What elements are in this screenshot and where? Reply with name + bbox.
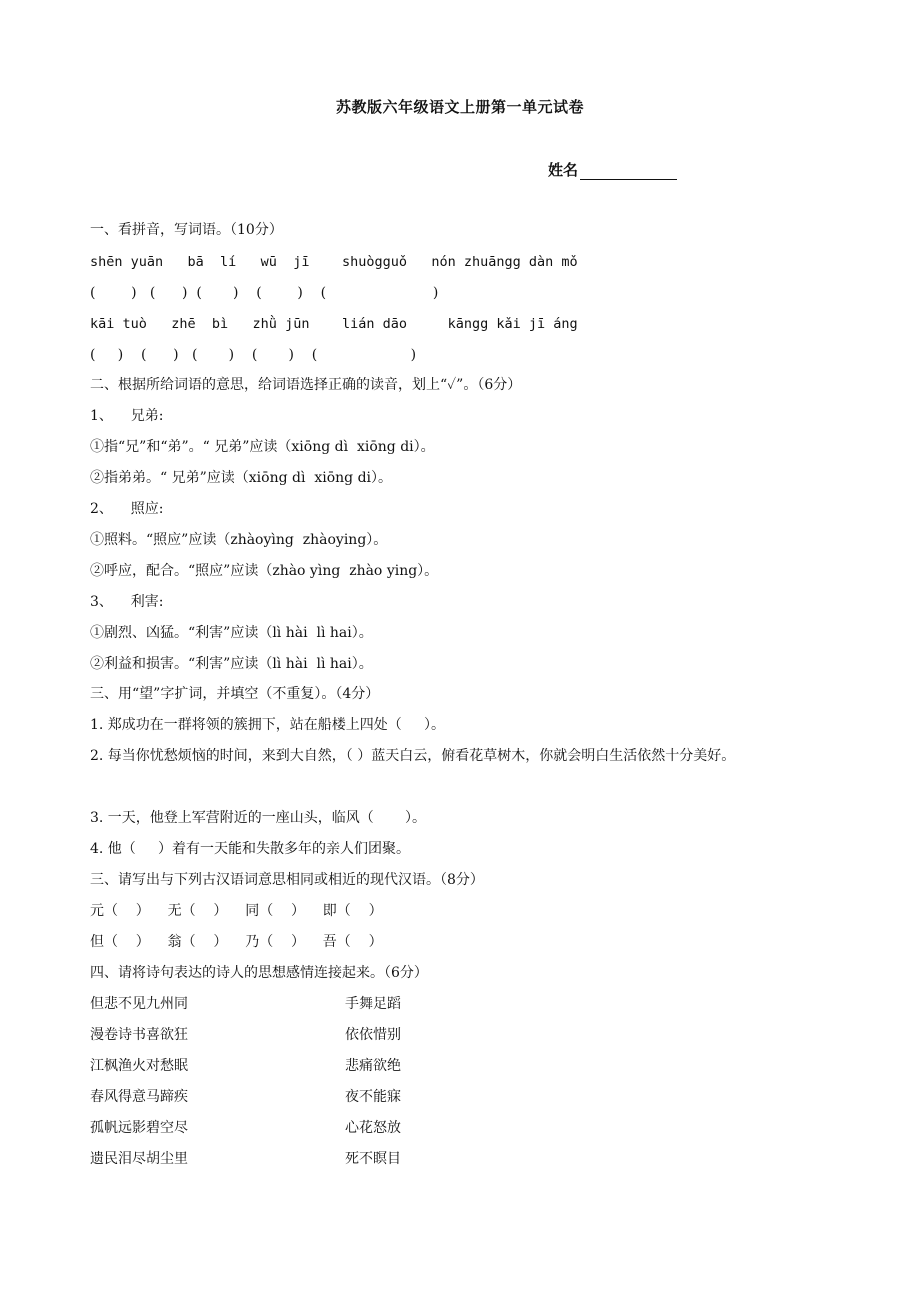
question-item: ①剧烈、凶猛。“利害”应读（lì hài lì hai）。: [90, 625, 373, 641]
match-row: [90, 1056, 401, 1076]
question-item: 3、 利害:: [90, 594, 164, 610]
pinyin-row-2: kāi tuò zhē bì zhǜ jūn lián dāo kāngg kǎi jī áng: [90, 316, 578, 332]
section2-heading: 二、根据所给词语的意思，给词语选择正确的读音，划上“✓”。（6分）: [90, 377, 522, 393]
pinyin-row-1: shēn yuān bā lí wū jī shuògguǒ nón zhuāngg dàn mǒ: [90, 254, 578, 270]
answer-blanks-row-1[interactable]: ( ) ( ) ( ) ( ) ( ): [90, 285, 439, 301]
emotion-word: 悲痛欲绝: [345, 1058, 401, 1074]
name-label: 姓名: [548, 161, 579, 179]
match-row: [90, 1025, 401, 1045]
page-title: 苏教版六年级语文上册第一单元试卷: [335, 98, 584, 116]
name-blank-line[interactable]: [580, 164, 677, 180]
question-item: 1、 兄弟:: [90, 408, 164, 424]
section5-heading: 四、请将诗句表达的诗人的思想感情连接起来。（6分）: [90, 965, 428, 981]
match-row: [90, 1087, 401, 1107]
question-item: ①指“兄”和“弟”。“ 兄弟”应读（xiōng dì xiōng di）。: [90, 439, 435, 455]
emotion-word: 依依惜别: [345, 1027, 401, 1043]
poem-line: 但悲不见九州同: [90, 996, 188, 1012]
section4-heading: 三、请写出与下列古汉语词意思相同或相近的现代汉语。（8分）: [90, 872, 484, 888]
question-item: ②利益和损害。“利害”应读（lì hài lì hai）。: [90, 656, 373, 672]
fill-in-item: 2. 每当你忧愁烦恼的时间，来到大自然，（ ）蓝天白云，俯看花草树木，你就会明白生活依然十分美好。: [90, 748, 736, 764]
fill-in-item: 3. 一天，他登上军营附近的一座山头，临风（ ）。: [90, 810, 426, 826]
poem-line: 漫卷诗书喜欲狂: [90, 1027, 188, 1043]
word-row-1: 元（ ） 无（ ） 同（ ） 即（ ）: [90, 903, 383, 919]
poem-line: 孤帆远影碧空尽: [90, 1120, 188, 1136]
poem-line: 春风得意马蹄疾: [90, 1089, 188, 1105]
question-item: ②指弟弟。“ 兄弟”应读（xiōng dì xiōng di）。: [90, 470, 393, 486]
match-row: [90, 1118, 401, 1138]
question-item: ①照料。“照应”应读（zhàoyìng zhàoying）。: [90, 532, 388, 548]
match-row: [90, 1149, 401, 1169]
name-field[interactable]: [548, 159, 677, 180]
fill-in-item: 4. 他（ ）着有一天能和失散多年的亲人们团聚。: [90, 841, 411, 857]
poem-line: 遗民泪尽胡尘里: [90, 1151, 188, 1167]
emotion-word: 心花怒放: [345, 1120, 401, 1136]
answer-blanks-row-2[interactable]: ( ) ( ) ( ) ( ) ( ): [90, 347, 417, 363]
emotion-word: 死不瞑目: [345, 1151, 401, 1167]
fill-in-item: 1. 郑成功在一群将领的簇拥下，站在船楼上四处（ ）。: [90, 717, 446, 733]
poem-line: 江枫渔火对愁眠: [90, 1058, 188, 1074]
section3-heading: 三、用“望”字扩词，并填空（不重复）。（4分）: [90, 686, 380, 702]
match-row: [90, 994, 401, 1014]
emotion-word: 手舞足蹈: [345, 996, 401, 1012]
word-row-2: 但（ ） 翁（ ） 乃（ ） 吾（ ）: [90, 934, 383, 950]
question-item: ②呼应，配合。“照应”应读（zhào yìng zhào ying）。: [90, 563, 439, 579]
emotion-word: 夜不能寐: [345, 1089, 401, 1105]
section1-heading: 一、看拼音，写词语。（10分）: [90, 222, 283, 238]
question-item: 2、 照应:: [90, 501, 164, 517]
